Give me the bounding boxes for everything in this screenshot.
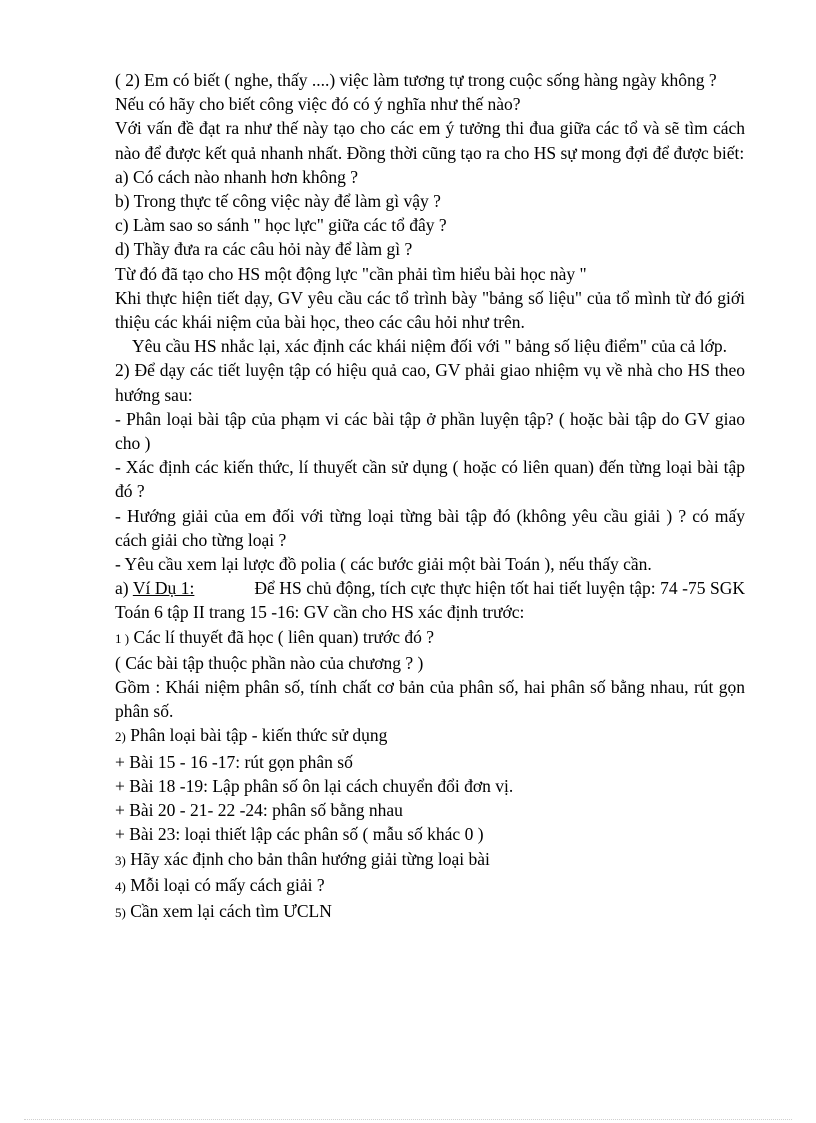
example-text: Để HS chủ động, tích cực thực hiện tốt hai tiết luyện tập: 74 -75 SGK Toán 6 tập II trang 15 -16: GV cần cho HS xác định trước: [115,578,746,623]
list-item [115,750,745,774]
task-solution-direction: - Hướng giải của em đối với từng loại từng bài tập đó (không yêu cầu giải ) ? có mấy cách giải cho từng loại ? [115,505,745,550]
question-c: c) Làm sao so sánh " học lực" giữa các tổ đây ? [115,215,447,236]
item-number: 5) [115,904,126,920]
paragraph-practice-lessons: 2) Để dạy các tiết luyện tập có hiệu quả cao, GV phải giao nhiệm vụ về nhà cho HS theo hướng sau: [115,360,745,405]
paragraph-competition: Với vấn đề đạt ra như thế này tạo cho các em ý tưởng thi đua giữa các tổ và sẽ tìm cách nào để được kết quả nhanh nhất. Đồng thời cũng tạo ra cho HS sự mong đợi để được biết: [115,118,745,163]
item-text: + Bài 18 -19: Lập phân số ôn lại cách chuyển đổi đơn vị. [115,775,514,796]
item-text: ( Các bài tập thuộc phần nào của chương ? ) [115,652,424,673]
paragraph-meaning: Nếu có hãy cho biết công việc đó có ý nghĩa như thế nào? [115,94,521,115]
item-text: Hãy xác định cho bản thân hướng giải từng loại bài [130,848,490,869]
list-item [115,625,745,651]
item-text: + Bài 15 - 16 -17: rút gọn phân số [115,751,353,772]
item-text: Các lí thuyết đã học ( liên quan) trước đó ? [133,626,435,647]
list-item [115,723,745,749]
question-a: a) Có cách nào nhanh hơn không ? [115,166,359,187]
item-text: Phân loại bài tập - kiến thức sử dụng [130,725,388,746]
item-number: 3) [115,852,126,868]
example-label: Ví Dụ 1: [132,578,195,599]
list-item [115,822,745,846]
task-polya: - Yêu cầu xem lại lược đồ polia ( các bước giải một bài Toán ), nếu thấy cần. [115,554,652,575]
example-prefix: a) [115,578,129,599]
paragraph-implementation: Khi thực hiện tiết dạy, GV yêu cầu các tổ trình bày "bảng số liệu" của tổ mình từ đó giới thiệu các khái niệm của bài học, theo các câu hỏi như trên. [115,287,745,333]
list-item [115,847,745,873]
item-text: + Bài 20 - 21- 22 -24: phân số bằng nhau [115,800,403,821]
question-d: d) Thầy đưa ra các câu hỏi này để làm gì ? [115,239,413,260]
list-item [115,675,745,723]
example-paragraph [115,576,745,624]
list-item [115,899,745,925]
task-classify: - Phân loại bài tập của phạm vi các bài tập ở phần luyện tập? ( hoặc bài tập do GV giao cho ) [115,408,745,454]
list-item [115,873,745,899]
paragraph-question-2: ( 2) Em có biết ( nghe, thấy ....) việc làm tương tự trong cuộc sống hàng ngày không ? [115,70,717,90]
item-text: Gồm : Khái niệm phân số, tính chất cơ bản của phân số, hai phân số bằng nhau, rút gọn phân số. [115,677,745,722]
paragraph-recall: Yêu cầu HS nhắc lại, xác định các khái niệm đối với " bảng số liệu điểm" của cả lớp. [132,336,728,357]
list-item [115,774,745,798]
list-item [115,798,745,822]
task-knowledge: - Xác định các kiến thức, lí thuyết cần sử dụng ( hoặc có liên quan) đến từng loại bài tập đó ? [115,457,745,502]
item-text: Mỗi loại có mấy cách giải ? [130,874,325,895]
item-number: 4) [115,878,126,894]
item-number: 2) [115,729,126,745]
paragraph-motivation: Từ đó đã tạo cho HS một động lực "cần phải tìm hiểu bài học này " [115,263,587,284]
item-text: Cần xem lại cách tìm ƯCLN [130,900,332,921]
item-number: 1 ) [115,630,130,646]
list-item [115,651,745,675]
item-text: + Bài 23: loại thiết lập các phân số ( mẫu số khác 0 ) [115,824,484,845]
page-bottom-divider [24,1119,792,1120]
document-body [115,68,745,925]
question-b: b) Trong thực tế công việc này để làm gì vậy ? [115,191,441,212]
